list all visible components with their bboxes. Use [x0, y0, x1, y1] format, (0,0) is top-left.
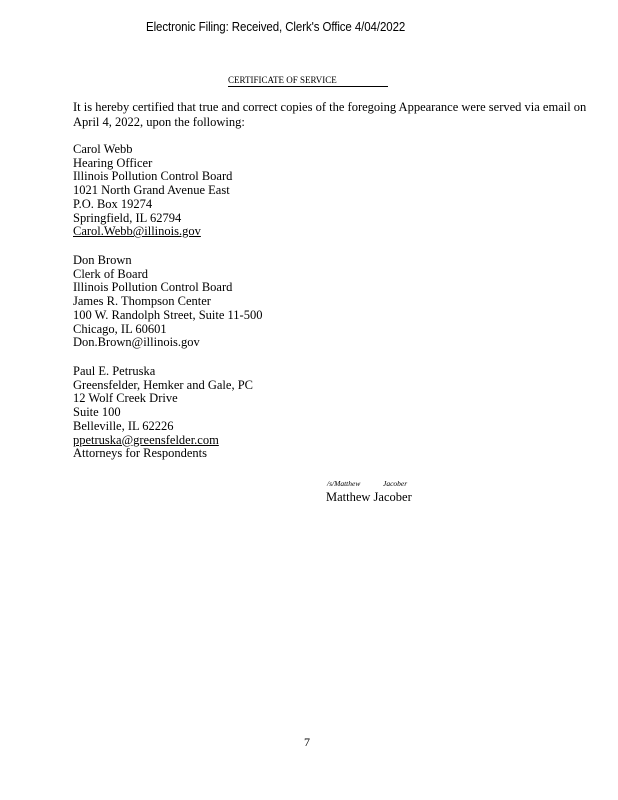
recipient-name: Carol Webb	[73, 142, 133, 156]
recipient-name: Paul E. Petruska	[73, 364, 156, 378]
recipient-organization: Illinois Pollution Control Board	[73, 280, 233, 295]
recipient-address-line: 12 Wolf Creek Drive	[73, 391, 178, 406]
signer-name: Matthew Jacober	[326, 490, 412, 504]
recipient-block	[73, 143, 232, 239]
recipient-name: Don Brown	[73, 253, 132, 267]
recipient-organization: Illinois Pollution Control Board	[73, 169, 233, 184]
electronic-filing-stamp: Electronic Filing: Received, Clerk's Office 4/04/2022	[146, 20, 406, 34]
recipient-address-line: 1021 North Grand Avenue East	[73, 183, 230, 198]
recipient-address-line: James R. Thompson Center	[73, 294, 211, 309]
recipient-city-state: Chicago, IL 60601	[73, 321, 167, 336]
recipient-address-line: 100 W. Randolph Street, Suite 11-500	[73, 307, 263, 322]
recipient-title: Hearing Officer	[73, 155, 153, 170]
recipient-city-state: Springfield, IL 62794	[73, 210, 182, 225]
recipient-city-state: Belleville, IL 62226	[73, 418, 174, 433]
recipient-title: Clerk of Board	[73, 266, 148, 281]
recipient-note: Attorneys for Respondents	[73, 446, 208, 461]
page-number: 7	[304, 735, 310, 749]
recipient-organization: Greensfelder, Hemker and Gale, PC	[73, 377, 253, 392]
recipient-email: Don.Brown@illinois.gov	[73, 335, 200, 350]
electronic-signature-last: Jacober	[383, 479, 408, 488]
recipient-block	[73, 365, 253, 461]
certificate-title: CERTIFICATE OF SERVICE	[228, 75, 388, 87]
electronic-signature-first: /s/Matthew	[327, 479, 361, 488]
recipient-address-line: Suite 100	[73, 405, 121, 420]
recipient-address-line: P.O. Box 19274	[73, 196, 153, 211]
recipient-email-link[interactable]: ppetruska@greensfelder.com	[73, 432, 219, 447]
intro-paragraph: It is hereby certified that true and correct copies of the foregoing Appearance were served via email on April 4, 2022, upon the following:	[73, 100, 587, 129]
recipient-email-link[interactable]: Carol.Webb@illinois.gov	[73, 224, 201, 239]
recipient-block	[73, 254, 262, 350]
